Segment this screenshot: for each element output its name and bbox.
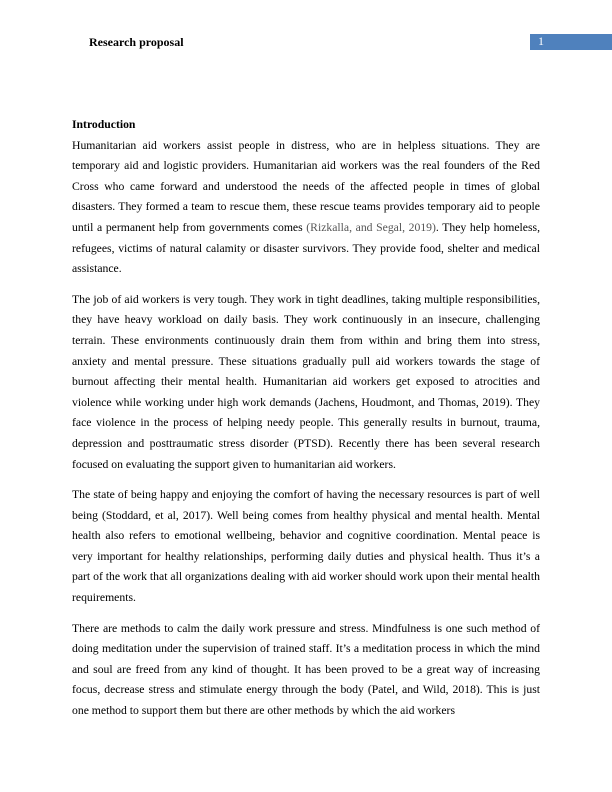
paragraph-3: The state of being happy and enjoying the comfort of having the necessary resources is part of well being (Stoddard, et al, 2017). Well being comes from healthy physical and mental health. Mental health also refers to emotional wellbeing, behavior and cognitive coordination. Mental peace is very important for healthy relationships, performing daily duties and physical health. Thus it’s a part of the work that all organizations dealing with aid worker should work upon their mental health requirements.: [72, 488, 540, 605]
running-header-title: Research proposal: [89, 35, 184, 49]
citation-rizkalla: (Rizkalla, and Segal, 2019): [306, 220, 436, 234]
paragraph-2: The job of aid workers is very tough. They work in tight deadlines, taking multiple responsibilities, they have heavy workload on daily basis. They work continuously in an insecure, challenging terrain. These environments continuously drain them from within and bring them into stress, anxiety and mental pressure. These situations gradually pull aid workers towards the stage of burnout affecting their mental health. Humanitarian aid workers get exposed to atrocities and violence while working under high work demands (Jachens, Houdmont, and Thomas, 2019). They face violence in the process of helping needy people. This generally results in burnout, trauma, depression and posttraumatic stress disorder (PTSD). Recently there has been several research focused on evaluating the support given to humanitarian aid workers.: [72, 292, 540, 471]
paragraph-1-text-a: Humanitarian aid workers assist people in distress, who are in helpless situations. They are temporary aid and logistic providers. Humanitarian aid workers was the real founders of the Red Cross who came forward and understood the needs of the affected people in times of global disasters. They formed a team to rescue them, these rescue teams provides temporary aid to people until a permanent help from governments comes: [72, 138, 540, 234]
paragraph-4: There are methods to calm the daily work pressure and stress. Mindfulness is one such method of doing meditation under the supervision of trained staff. It’s a meditation process in which the mind and soul are freed from any kind of thought. It has been proved to be a great way of increasing focus, decrease stress and stimulate energy through the body (Patel, and Wild, 2018). This is just one method to support them but there are other methods by which the aid workers: [72, 621, 540, 718]
paragraph-1-text-b: . They help homeless, refugees, victims of natural calamity or disaster survivors. They provide food, shelter and medical assistance.: [72, 220, 540, 276]
page-number-badge: [530, 34, 612, 50]
section-heading: Introduction: [72, 118, 136, 131]
page-number: 1: [538, 34, 544, 48]
document-body: [72, 115, 540, 732]
paragraph-1: [72, 136, 540, 280]
